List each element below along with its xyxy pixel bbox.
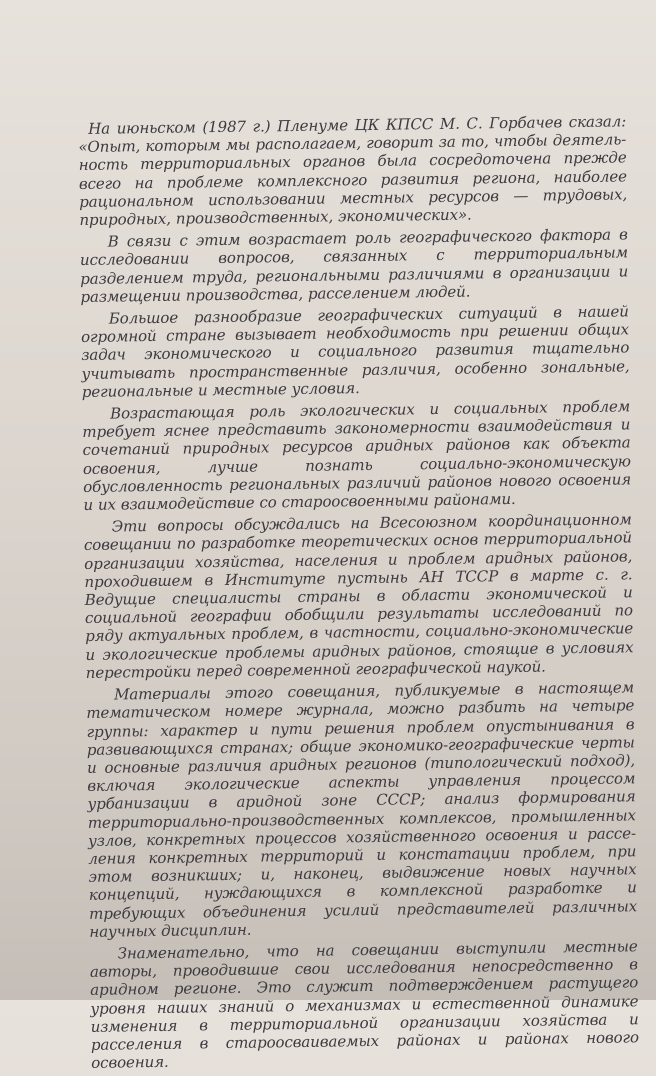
paragraph-geographic-diversity: Большое разнообразие географических ситуаций в нашей огромной стране вызывает необходимость при решении общих задач экономического и социального развития тщательно учитывать пространственные различия, особенно зональные, региональные и местные условия. — [80, 302, 630, 401]
paragraph-materials-groups: Материалы этого совещания, публикуемые в настоящем тематическом номере журнала, можно разбить на четыре группы: характер и пути решения проблем опустынивания в развивающихся странах; общие экономико-географические черты и основные различия аридных регионов (типологический подход), включая экологические аспекты управления процессом урбанизации в аридной зоне СССР; анализ формирования территориально-производственных комплексов, промышленных узлов, конкретных процессов хозяйственного освоения и расселения конкретных территорий и констатации проблем, при этом возникших; и, наконец, выдвижение новых научных концепций, нуждающихся в комплексной разработке и требующих объединения усилий представителей различных научных дисциплин. — [86, 678, 638, 941]
page-text — [78, 112, 639, 1076]
paragraph-local-authors: Знаменательно, что на совещании выступили местные авторы, проводившие свои исследования непосредственно в аридном регионе. Это служит подтверждением растущего уровня наших знаний о механизмах и естественной динамике изменения в территориальной организации хозяйства и расселения в староосваиваемых районах и районах нового освоения. — [89, 937, 639, 1073]
paragraph-conference: Эти вопросы обсуждались на Всесоюзном координационном совещании по разработке теоретических основ территориальной организации хозяйства, населения и проблем аридных районов, проходившем в Институте пустынь АН ТССР в марте с. г. Ведущие специалисты страны в области экономической и социальной географии обобщили результаты исследований по ряду актуальных проблем, в частности, социально-экономические и экологические проблемы аридных районов, стоящие в условиях перестройки перед современной географической наукой. — [83, 510, 634, 682]
paragraph-ecological-problems: Возрастающая роль экологических и социальных проблем требует яснее представить закономерности взаимодействия и сочетаний природных ресурсов аридных районов как объекта освоения, лучше познать социально-экономическую обусловленность региональных различий районов нового освоения и их взаимодействие со староосвоенными районами. — [82, 397, 632, 515]
paragraph-plenum-quote: На июньском (1987 г.) Пленуме ЦК КПСС М. С. Горбачев сказал: «Опыт, которым мы располагаем, говорит за то, чтобы деятельность территориальных органов была сосредоточена прежде всего на проблеме комплексного развития региона, наиболее рациональном использовании местных ресурсов — трудовых, природных, производственных, экономических». — [78, 112, 628, 230]
paragraph-geographic-factor: В связи с этим возрастает роль географического фактора в исследовании вопросов, связанных с территориальным разделением труда, региональными различиями в организации и размещении производства, расселением людей. — [79, 225, 629, 306]
